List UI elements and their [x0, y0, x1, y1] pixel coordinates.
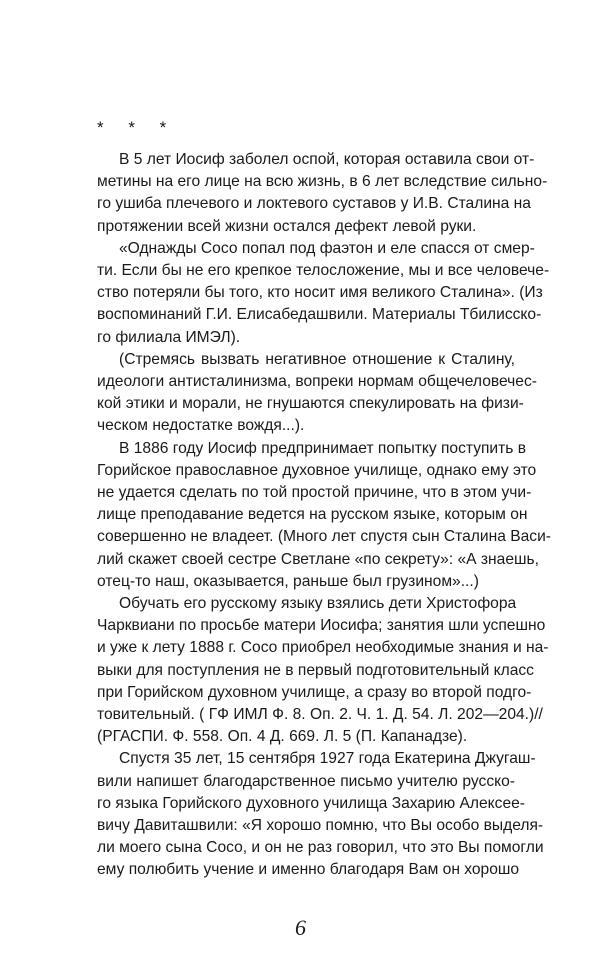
text-line: «Однажды Сосо попал под фаэтон и еле спасся от смер- — [119, 239, 535, 257]
text-line: вичу Давиташвили: «Я хорошо помню, что Вы особо выделя- — [97, 817, 544, 834]
text-line: ли моего сына Сосо, и он не раз говорил, что это Вы помогли — [97, 839, 544, 857]
text-line: го филиала ИМЭЛ). — [97, 328, 241, 346]
text-line: метины на его лице на всю жизнь, в 6 лет вследствие сильно- — [97, 173, 548, 191]
text-line: Чарквиани по просьбе матери Иосифа; занятия шли успешно — [97, 617, 546, 635]
text-line: го языка Горийского духовного училища Захарию Алексее- — [97, 794, 525, 812]
text-line: товительный. ( ГФ ИМЛ Ф. 8. Оп. 2. Ч. 1. Д. 54. Л. 202—204.)// — [97, 706, 543, 723]
text-line: ство потеряли бы того, кто носит имя великого Сталина». (Из — [97, 284, 543, 302]
text-line: совершенно не владеет. (Много лет спустя сын Сталина Васи- — [97, 528, 551, 546]
text-line: идеологи антисталинизма, вопреки нормам общечеловечес- — [97, 373, 537, 390]
text-line: (Стремясь вызвать негативное отношение к Сталину, — [119, 350, 515, 368]
text-line: выки для поступления не в первый подготовительный класс — [97, 661, 534, 679]
text-line: В 5 лет Иосиф заболел оспой, которая оставила свои от- — [119, 151, 535, 168]
text-line: и уже к лету 1888 г. Сосо приобрел необходимые знания и на- — [97, 639, 549, 657]
text-line: при Горийском духовном училище, а сразу во второй подго- — [97, 683, 532, 701]
text-line: го ушиба плечевого и локтевого суставов у И.В. Сталина на — [97, 195, 531, 213]
text-line: ческом недостатке вождя...). — [97, 417, 305, 435]
text-line: Спустя 35 лет, 15 сентября 1927 года Екатерина Джугаш- — [119, 750, 536, 768]
section-separator: * * * — [97, 118, 177, 137]
text-line: (РГАСПИ. Ф. 558. Оп. 4 Д. 669. Л. 5 (П. Капанадзе). — [97, 728, 468, 746]
text-line: Обучать его русскому языку взялись дети Христофора — [119, 595, 517, 612]
text-line: не удается сделать по той простой причине, что в этом учи- — [97, 484, 532, 501]
text-line: В 1886 году Иосиф предпринимает попытку поступить в — [119, 439, 527, 457]
text-line: лище преподавание ведется на русском языке, которым он — [97, 506, 528, 524]
text-line: вили напишет благодарственное письмо учителю русско- — [97, 772, 515, 790]
text-line: протяжении всей жизни остался дефект левой руки. — [97, 217, 477, 235]
text-line: ти. Если бы не его крепкое телосложение, мы и все человече- — [97, 262, 550, 279]
text-line: кой этики и морали, не гнушаются спекулировать на физи- — [97, 395, 524, 413]
text-line: воспоминаний Г.И. Елисабедашвили. Материалы Тбилисско- — [97, 306, 542, 324]
text-line: ему полюбить учение и именно благодаря Вам он хорошо — [97, 861, 520, 879]
page-number: 6 — [295, 915, 306, 940]
text-line: отец-то наш, оказывается, раньше был грузином»...) — [97, 572, 479, 590]
text-line: Горийское православное духовное училище, однако ему это — [97, 461, 537, 479]
text-line: лий скажет своей сестре Светлане «по секрету»: «А знаешь, — [97, 550, 539, 568]
